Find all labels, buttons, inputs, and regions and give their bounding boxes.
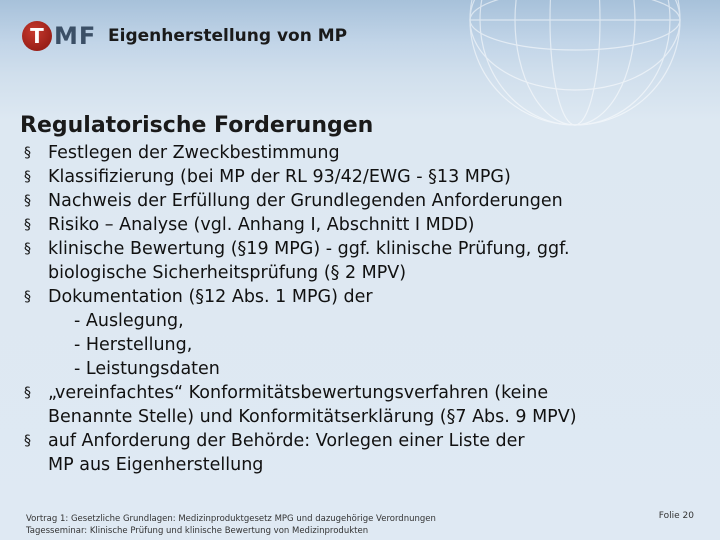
sub-item: - Herstellung, [74,335,193,355]
bullet-text: biologische Sicherheitsprüfung (§ 2 MPV) [48,263,407,283]
bullet-text: auf Anforderung der Behörde: Vorlegen einer Liste der [48,431,525,451]
logo-circle-icon: T [22,21,52,51]
bullet-marker: § [24,289,31,305]
footer-text [26,513,436,537]
bullet-text: MP aus Eigenherstellung [48,455,264,475]
bullet-item [24,213,704,237]
bullet-marker: § [24,217,31,233]
bullet-item [24,429,704,477]
slide-title: Eigenherstellung von MP [108,26,348,46]
bullet-list [24,141,704,477]
bullet-text: klinische Bewertung (§19 MPG) - ggf. klinische Prüfung, ggf. [48,239,570,259]
header-band [0,0,720,72]
bullet-marker: § [24,385,31,401]
slide-number: Folie 20 [658,511,694,521]
sub-item: - Auslegung, [74,311,184,331]
bullet-text: Dokumentation (§12 Abs. 1 MPG) der [48,287,373,307]
bullet-text: Festlegen der Zweckbestimmung [48,143,340,163]
tmf-logo [22,18,96,54]
bullet-item [24,165,704,189]
bullet-marker: § [24,193,31,209]
footer-line-1: Vortrag 1: Gesetzliche Grundlagen: Medizinproduktgesetz MPG und dazugehörige Verordnungen [26,514,436,524]
bullet-text: „vereinfachtes“ Konformitätsbewertungsverfahren (keine [48,383,549,403]
section-heading: Regulatorische Forderungen [20,113,374,138]
bullet-text: Nachweis der Erfüllung der Grundlegenden Anforderungen [48,191,563,211]
bullet-text: Risiko – Analyse (vgl. Anhang I, Abschnitt I MDD) [48,215,475,235]
bullet-text: Benannte Stelle) und Konformitätserklärung (§7 Abs. 9 MPV) [48,407,577,427]
bullet-marker: § [24,433,31,449]
bullet-item [24,189,704,213]
globe-graphic [410,0,720,130]
logo-text: MF [54,22,97,50]
bullet-item [24,285,704,381]
footer-line-2: Tagesseminar: Klinische Prüfung und klinische Bewertung von Medizinprodukten [26,526,369,536]
bullet-item [24,381,704,429]
bullet-item [24,141,704,165]
bullet-marker: § [24,145,31,161]
sub-item: - Leistungsdaten [74,359,220,379]
bullet-item [24,237,704,285]
bullet-marker: § [24,241,31,257]
bullet-text: Klassifizierung (bei MP der RL 93/42/EWG - §13 MPG) [48,167,511,187]
bullet-marker: § [24,169,31,185]
